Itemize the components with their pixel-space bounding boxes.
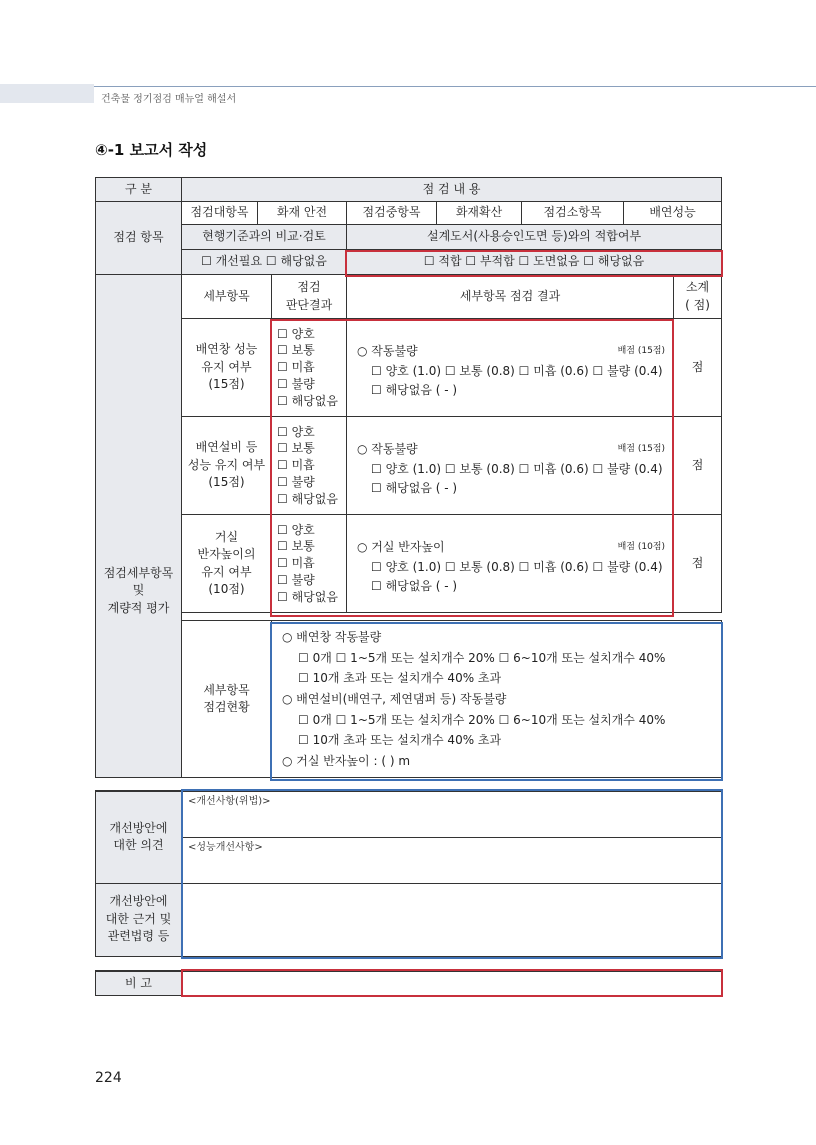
- std-compare-label: 현행기준과의 비교·검토: [182, 225, 347, 250]
- col-content-header: 점 검 내 용: [182, 178, 722, 202]
- status-cell: [272, 621, 722, 778]
- judge-options-2[interactable]: [272, 417, 347, 515]
- judge-option[interactable]: ☐ 미흡: [277, 458, 315, 473]
- result-title: ○ 거실 반자높이: [357, 539, 445, 554]
- remark-cell[interactable]: [182, 971, 722, 995]
- remark-table: [95, 970, 722, 996]
- judge-option[interactable]: ☐ 양호: [277, 326, 315, 341]
- grade-options[interactable]: ☐ 양호 (1.0) ☐ 보통 (0.8) ☐ 미흡 (0.6) ☐ 불량 (0.4): [371, 363, 663, 378]
- page-number: 224: [95, 1070, 122, 1086]
- item-label: 점검 항목: [96, 202, 182, 275]
- header-title: 건축물 정기점검 매뉴얼 해설서: [101, 94, 237, 105]
- status-line: ○ 배연설비(배연구, 제연댐퍼 등) 작동불량: [282, 691, 507, 706]
- judge-option[interactable]: ☐ 불량: [277, 572, 315, 587]
- middle-value: 화재확산: [437, 202, 522, 225]
- grade-options[interactable]: ☐ 양호 (1.0) ☐ 보통 (0.8) ☐ 미흡 (0.6) ☐ 불량 (0.4): [371, 559, 663, 574]
- status-options[interactable]: ☐ 10개 초과 또는 설치개수 40% 초과: [298, 733, 502, 748]
- judge-option[interactable]: ☐ 보통: [277, 441, 315, 456]
- std-compare-options[interactable]: ☐ 개선필요 ☐ 해당없음: [182, 250, 347, 275]
- status-label: 세부항목 점검현황: [182, 621, 272, 778]
- total-cell-1[interactable]: 점: [674, 319, 722, 417]
- status-options[interactable]: ☐ 0개 ☐ 1~5개 또는 설치개수 20% ☐ 6~10개 또는 설치개수 40%: [298, 712, 666, 727]
- improve-note: <성능개선사항>: [188, 841, 263, 853]
- judge-options-3[interactable]: [272, 515, 347, 613]
- opinion-improve-cell[interactable]: [182, 837, 722, 883]
- status-line[interactable]: ○ 거실 반자높이 : ( ) m: [282, 753, 411, 768]
- na-option[interactable]: ☐ 해당없음 ( - ): [371, 480, 458, 495]
- total-cell-2[interactable]: 점: [674, 417, 722, 515]
- opinion-table: [95, 790, 722, 957]
- col-division-header: 구 분: [96, 178, 182, 202]
- judge-option[interactable]: ☐ 미흡: [277, 360, 315, 375]
- section-title: ④-1 보고서 작성: [95, 141, 208, 159]
- judge-options-1[interactable]: [272, 319, 347, 417]
- judge-option[interactable]: ☐ 보통: [277, 539, 315, 554]
- status-options[interactable]: ☐ 0개 ☐ 1~5개 또는 설치개수 20% ☐ 6~10개 또는 설치개수 40%: [298, 650, 666, 665]
- judge-option[interactable]: ☐ 해당없음: [277, 393, 338, 408]
- judge-option[interactable]: ☐ 미흡: [277, 556, 315, 571]
- status-options[interactable]: ☐ 10개 초과 또는 설치개수 40% 초과: [298, 671, 502, 686]
- minor-label: 점검소항목: [522, 202, 624, 225]
- minor-value: 배연성능: [624, 202, 722, 225]
- judge-option[interactable]: ☐ 해당없음: [277, 491, 338, 506]
- result-cell-2: [347, 417, 674, 515]
- result-cell-3: [347, 515, 674, 613]
- judge-header: 점검 판단결과: [272, 275, 347, 319]
- major-label: 점검대항목: [182, 202, 258, 225]
- violation-note: <개선사항(위법)>: [188, 796, 271, 807]
- total-header: 소계 ( 점): [674, 275, 722, 319]
- result-title: ○ 작동불량: [357, 343, 418, 358]
- opinion-label: 개선방안에 대한 의견: [96, 791, 182, 883]
- sub-item-2: 배연설비 등 성능 유지 여부 (15점): [182, 417, 272, 515]
- header-band: [0, 84, 94, 103]
- eval-label: 점검세부항목 및 계량적 평가: [96, 275, 182, 778]
- judge-option[interactable]: ☐ 불량: [277, 376, 315, 391]
- judge-option[interactable]: ☐ 양호: [277, 522, 315, 537]
- result-header: 세부항목 점검 결과: [347, 275, 674, 319]
- score-label: 배점 (10점): [617, 541, 665, 552]
- grade-options[interactable]: ☐ 양호 (1.0) ☐ 보통 (0.8) ☐ 미흡 (0.6) ☐ 불량 (0.4): [371, 461, 663, 476]
- sub-item-3: 거실 반자높이의 유지 여부 (10점): [182, 515, 272, 613]
- design-fit-label: 설계도서(사용승인도면 등)와의 적합여부: [347, 225, 722, 250]
- header-rule: [94, 86, 816, 87]
- na-option[interactable]: ☐ 해당없음 ( - ): [371, 578, 458, 593]
- score-label: 배점 (15점): [617, 345, 665, 356]
- na-option[interactable]: ☐ 해당없음 ( - ): [371, 382, 458, 397]
- judge-option[interactable]: ☐ 불량: [277, 474, 315, 489]
- result-title: ○ 작동불량: [357, 441, 418, 456]
- status-line: ○ 배연창 작동불량: [282, 630, 382, 644]
- middle-label: 점검중항목: [347, 202, 437, 225]
- total-cell-3[interactable]: 점: [674, 515, 722, 613]
- judge-option[interactable]: ☐ 해당없음: [277, 589, 338, 604]
- result-cell-1: [347, 319, 674, 417]
- spacer-row: [182, 613, 722, 621]
- major-value: 화재 안전: [258, 202, 347, 225]
- basis-cell[interactable]: [182, 883, 722, 956]
- remark-label: 비 고: [96, 971, 182, 995]
- design-fit-options[interactable]: ☐ 적합 ☐ 부적합 ☐ 도면없음 ☐ 해당없음: [347, 250, 722, 275]
- sub-item-1: 배연창 성능 유지 여부 (15점): [182, 319, 272, 417]
- sub-header: 세부항목: [182, 275, 272, 319]
- basis-label: 개선방안에 대한 근거 및 관련법령 등: [96, 883, 182, 956]
- opinion-violation-cell[interactable]: [182, 791, 722, 837]
- inspection-table: [95, 177, 722, 778]
- judge-option[interactable]: ☐ 양호: [277, 424, 315, 439]
- judge-option[interactable]: ☐ 보통: [277, 343, 315, 358]
- score-label: 배점 (15점): [617, 443, 665, 454]
